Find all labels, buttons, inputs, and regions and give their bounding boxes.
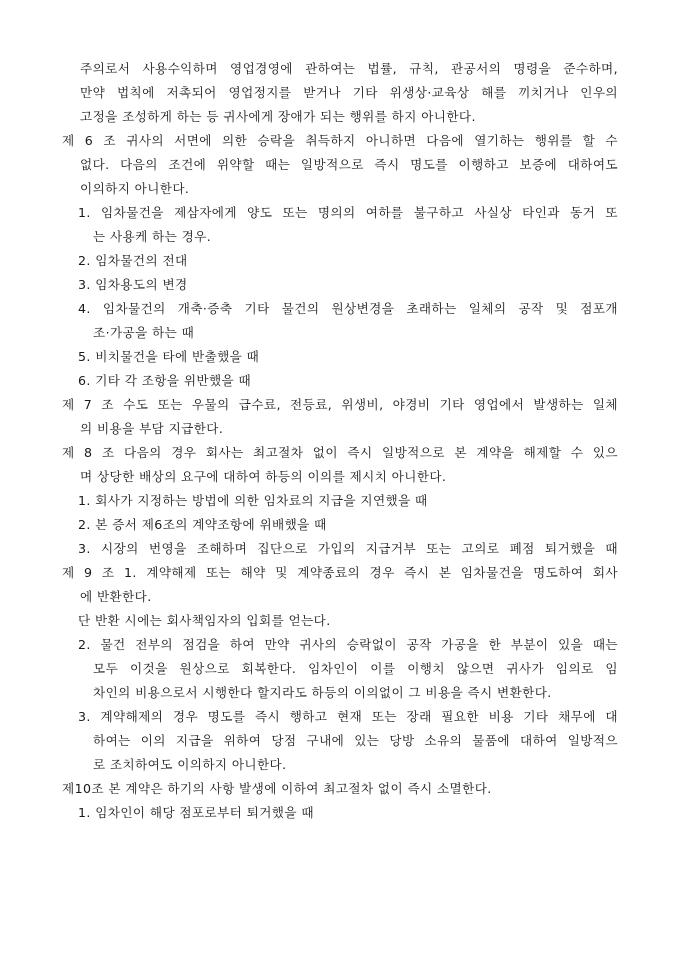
- list-item: 2. 본 증서 제6조의 계약조항에 위배했을 때: [78, 517, 327, 532]
- list-item: 4. 임차물건의 개축·증축 기타 물건의 원상변경을 초래하는 일체의 공작 및 점포개: [78, 301, 618, 316]
- text-line: 하여는 이의 지급을 위하여 당점 구내에 있는 당방 소유의 물품에 대하여 일방적으: [93, 733, 618, 748]
- list-item: 3. 임차용도의 변경: [78, 277, 188, 292]
- text-line: 며 상당한 배상의 요구에 대하여 하등의 이의를 제시치 아니한다.: [80, 469, 447, 484]
- list-item: 2. 물건 전부의 점검을 하여 만약 귀사의 승락없이 공작 가공을 한 부분이 있을 때는: [78, 637, 618, 652]
- list-item: 1. 회사가 지정하는 방법에 의한 임차료의 지급을 지연했을 때: [78, 493, 428, 508]
- list-item: 1. 임차인이 해당 점포로부터 퇴거했을 때: [78, 805, 314, 820]
- text-line: 이의하지 아니한다.: [80, 181, 190, 196]
- text-line: 만약 법칙에 저촉되어 영업정지를 받거나 기타 위생상·교육상 해를 끼치거나 인우의: [80, 85, 618, 100]
- text-line: 주의로서 사용수익하며 영업경영에 관하여는 법률, 규칙, 관공서의 명령을 준수하며,: [80, 61, 618, 76]
- article-6-heading: 제 6 조 귀사의 서면에 의한 승락을 취득하지 아니하면 다음에 열기하는 행위를 할 수: [62, 133, 618, 148]
- text-line: 차인의 비용으로서 시행한다 할지라도 하등의 이의없이 그 비용을 즉시 변환한다.: [93, 685, 552, 700]
- list-item: 6. 기타 각 조항을 위반했을 때: [78, 373, 252, 388]
- article-9-heading: 제 9 조 1. 계약해제 또는 해약 및 계약종료의 경우 즉시 본 임차물건을 명도하여 회사: [62, 565, 618, 580]
- text-line: 조·가공을 하는 때: [93, 325, 195, 340]
- article-10-heading: 제10조 본 계약은 하기의 사항 발생에 이하여 최고절차 없이 즉시 소멸한다.: [62, 781, 492, 796]
- list-item: 1. 임차물건을 제삼자에게 양도 또는 명의의 여하를 불구하고 사실상 타인과 동거 또: [78, 205, 618, 220]
- text-line: 단 반환 시에는 회사책임자의 입회를 얻는다.: [78, 613, 331, 628]
- text-line: 없다. 다음의 조건에 위약할 때는 일방적으로 즉시 명도를 이행하고 보증에 대하여도: [80, 157, 618, 172]
- text-line: 는 사용케 하는 경우.: [93, 229, 212, 244]
- list-item: 3. 시장의 번영을 조해하며 집단으로 가입의 지급거부 또는 고의로 폐점 퇴거했을 때: [78, 541, 618, 556]
- text-line: 의 비용을 부담 지급한다.: [80, 421, 224, 436]
- text-line: 모두 이것을 원상으로 회복한다. 임차인이 이를 이행치 않으면 귀사가 임의로 임: [93, 661, 618, 676]
- article-7-heading: 제 7 조 수도 또는 우물의 급수료, 전등료, 위생비, 야경비 기타 영업에서 발생하는 일체: [62, 397, 618, 412]
- text-line: 로 조치하여도 이의하지 아니한다.: [93, 757, 287, 772]
- article-8-heading: 제 8 조 다음의 경우 회사는 최고절차 없이 즉시 일방적으로 본 계약을 해제할 수 있으: [62, 445, 618, 460]
- text-line: 에 반환한다.: [80, 589, 152, 604]
- list-item: 2. 임차물건의 전대: [78, 253, 188, 268]
- list-item: 5. 비치물건을 타에 반출했을 때: [78, 349, 260, 364]
- text-line: 고정을 조성하게 하는 등 귀사에게 장애가 되는 행위를 하지 아니한다.: [80, 109, 476, 124]
- list-item: 3. 계약해제의 경우 명도를 즉시 행하고 현재 또는 장래 필요한 비용 기타 채무에 대: [78, 709, 618, 724]
